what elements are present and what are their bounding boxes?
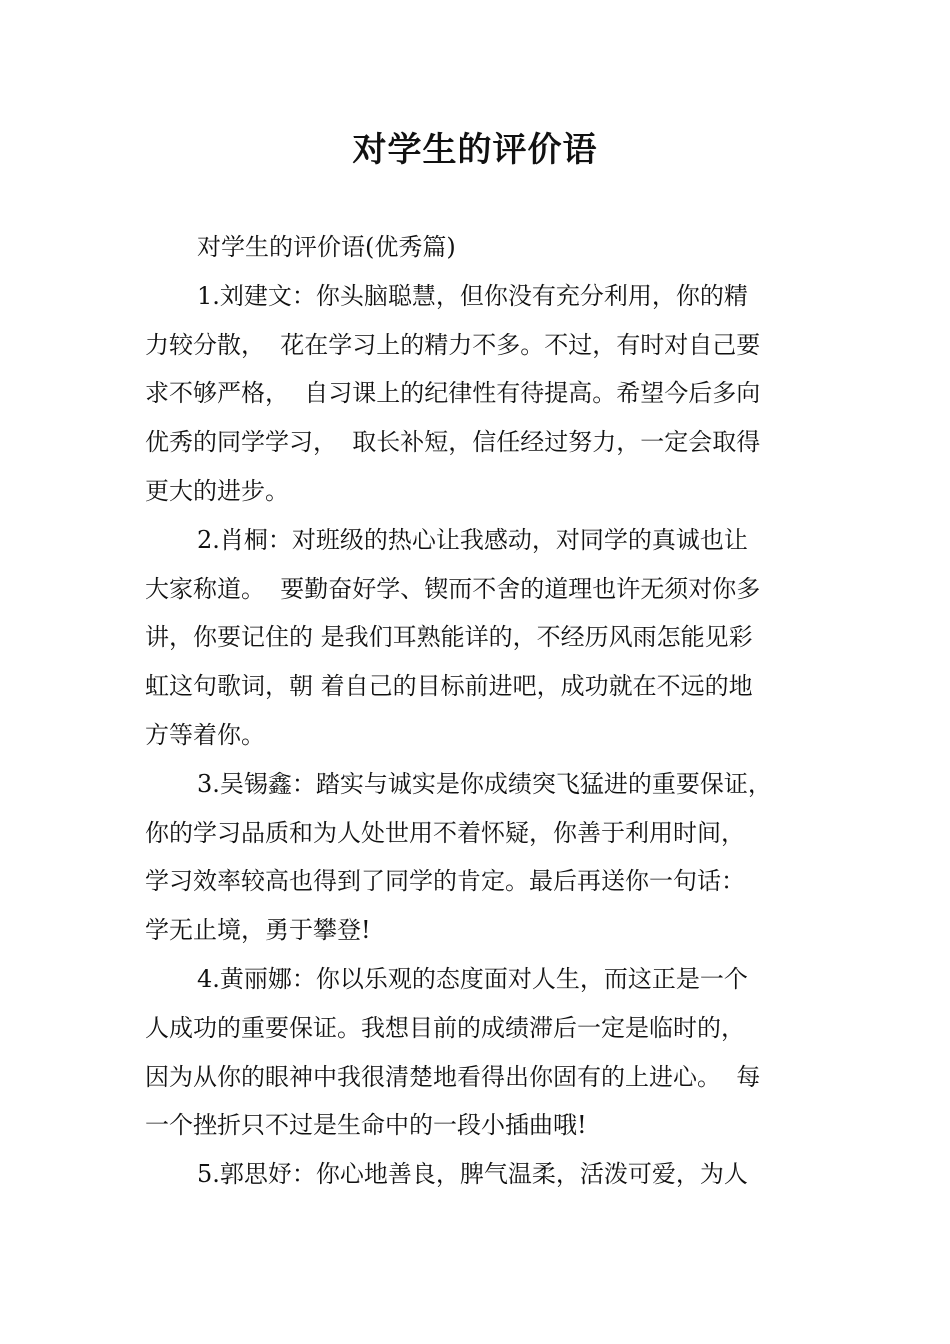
entry-2-line-3: 讲，你要记住的 是我们耳熟能详的，不经历风雨怎能见彩 bbox=[145, 623, 753, 652]
entry-2-line-2: 大家称道。 要勤奋好学、锲而不舍的道理也许无须对你多 bbox=[145, 574, 761, 603]
entry-4-line-4: 一个挫折只不过是生命中的一段小插曲哦! bbox=[145, 1111, 587, 1140]
entry-1-line-1: 1.刘建文：你头脑聪慧，但你没有充分利用，你的精 bbox=[197, 281, 748, 310]
entry-5-line-1: 5.郭思妤：你心地善良，脾气温柔，活泼可爱，为人 bbox=[197, 1160, 748, 1189]
entry-3-line-3: 学习效率较高也得到了同学的肯定。最后再送你一句话： bbox=[145, 867, 745, 896]
entry-3-line-4: 学无止境，勇于攀登! bbox=[145, 916, 371, 945]
entry-4 bbox=[145, 955, 813, 1150]
entry-2-line-1: 2.肖桐：对班级的热心让我感动，对同学的真诚也让 bbox=[197, 525, 748, 554]
entry-1-line-2: 力较分散， 花在学习上的精力不多。不过，有时对自己要 bbox=[145, 330, 761, 359]
entry-3-line-1: 3.吴锡鑫：踏实与诚实是你成绩突飞猛进的重要保证， bbox=[197, 769, 772, 798]
document-title: 对学生的评价语 bbox=[352, 130, 598, 170]
entry-1-line-5: 更大的进步。 bbox=[145, 476, 289, 505]
entry-2-line-5: 方等着你。 bbox=[145, 720, 265, 749]
document-body bbox=[145, 223, 813, 1199]
entry-5 bbox=[145, 1150, 813, 1199]
document-subtitle: 对学生的评价语(优秀篇) bbox=[197, 233, 456, 261]
entry-3 bbox=[145, 760, 813, 955]
entry-2 bbox=[145, 516, 813, 760]
entry-4-line-1: 4.黄丽娜：你以乐观的态度面对人生，而这正是一个 bbox=[197, 964, 748, 993]
entry-1-line-3: 求不够严格， 自习课上的纪律性有待提高。希望今后多向 bbox=[145, 379, 761, 408]
entry-3-line-2: 你的学习品质和为人处世用不着怀疑，你善于利用时间， bbox=[145, 818, 745, 847]
entry-4-line-3: 因为从你的眼神中我很清楚地看得出你固有的上进心。 每 bbox=[145, 1062, 761, 1091]
entry-4-line-2: 人成功的重要保证。我想目前的成绩滞后一定是临时的， bbox=[145, 1013, 745, 1042]
entry-2-line-4: 虹这句歌词，朝 着自己的目标前进吧，成功就在不远的地 bbox=[145, 672, 753, 701]
entry-1-line-4: 优秀的同学学习， 取长补短，信任经过努力，一定会取得 bbox=[145, 428, 761, 457]
entry-1 bbox=[145, 272, 813, 516]
